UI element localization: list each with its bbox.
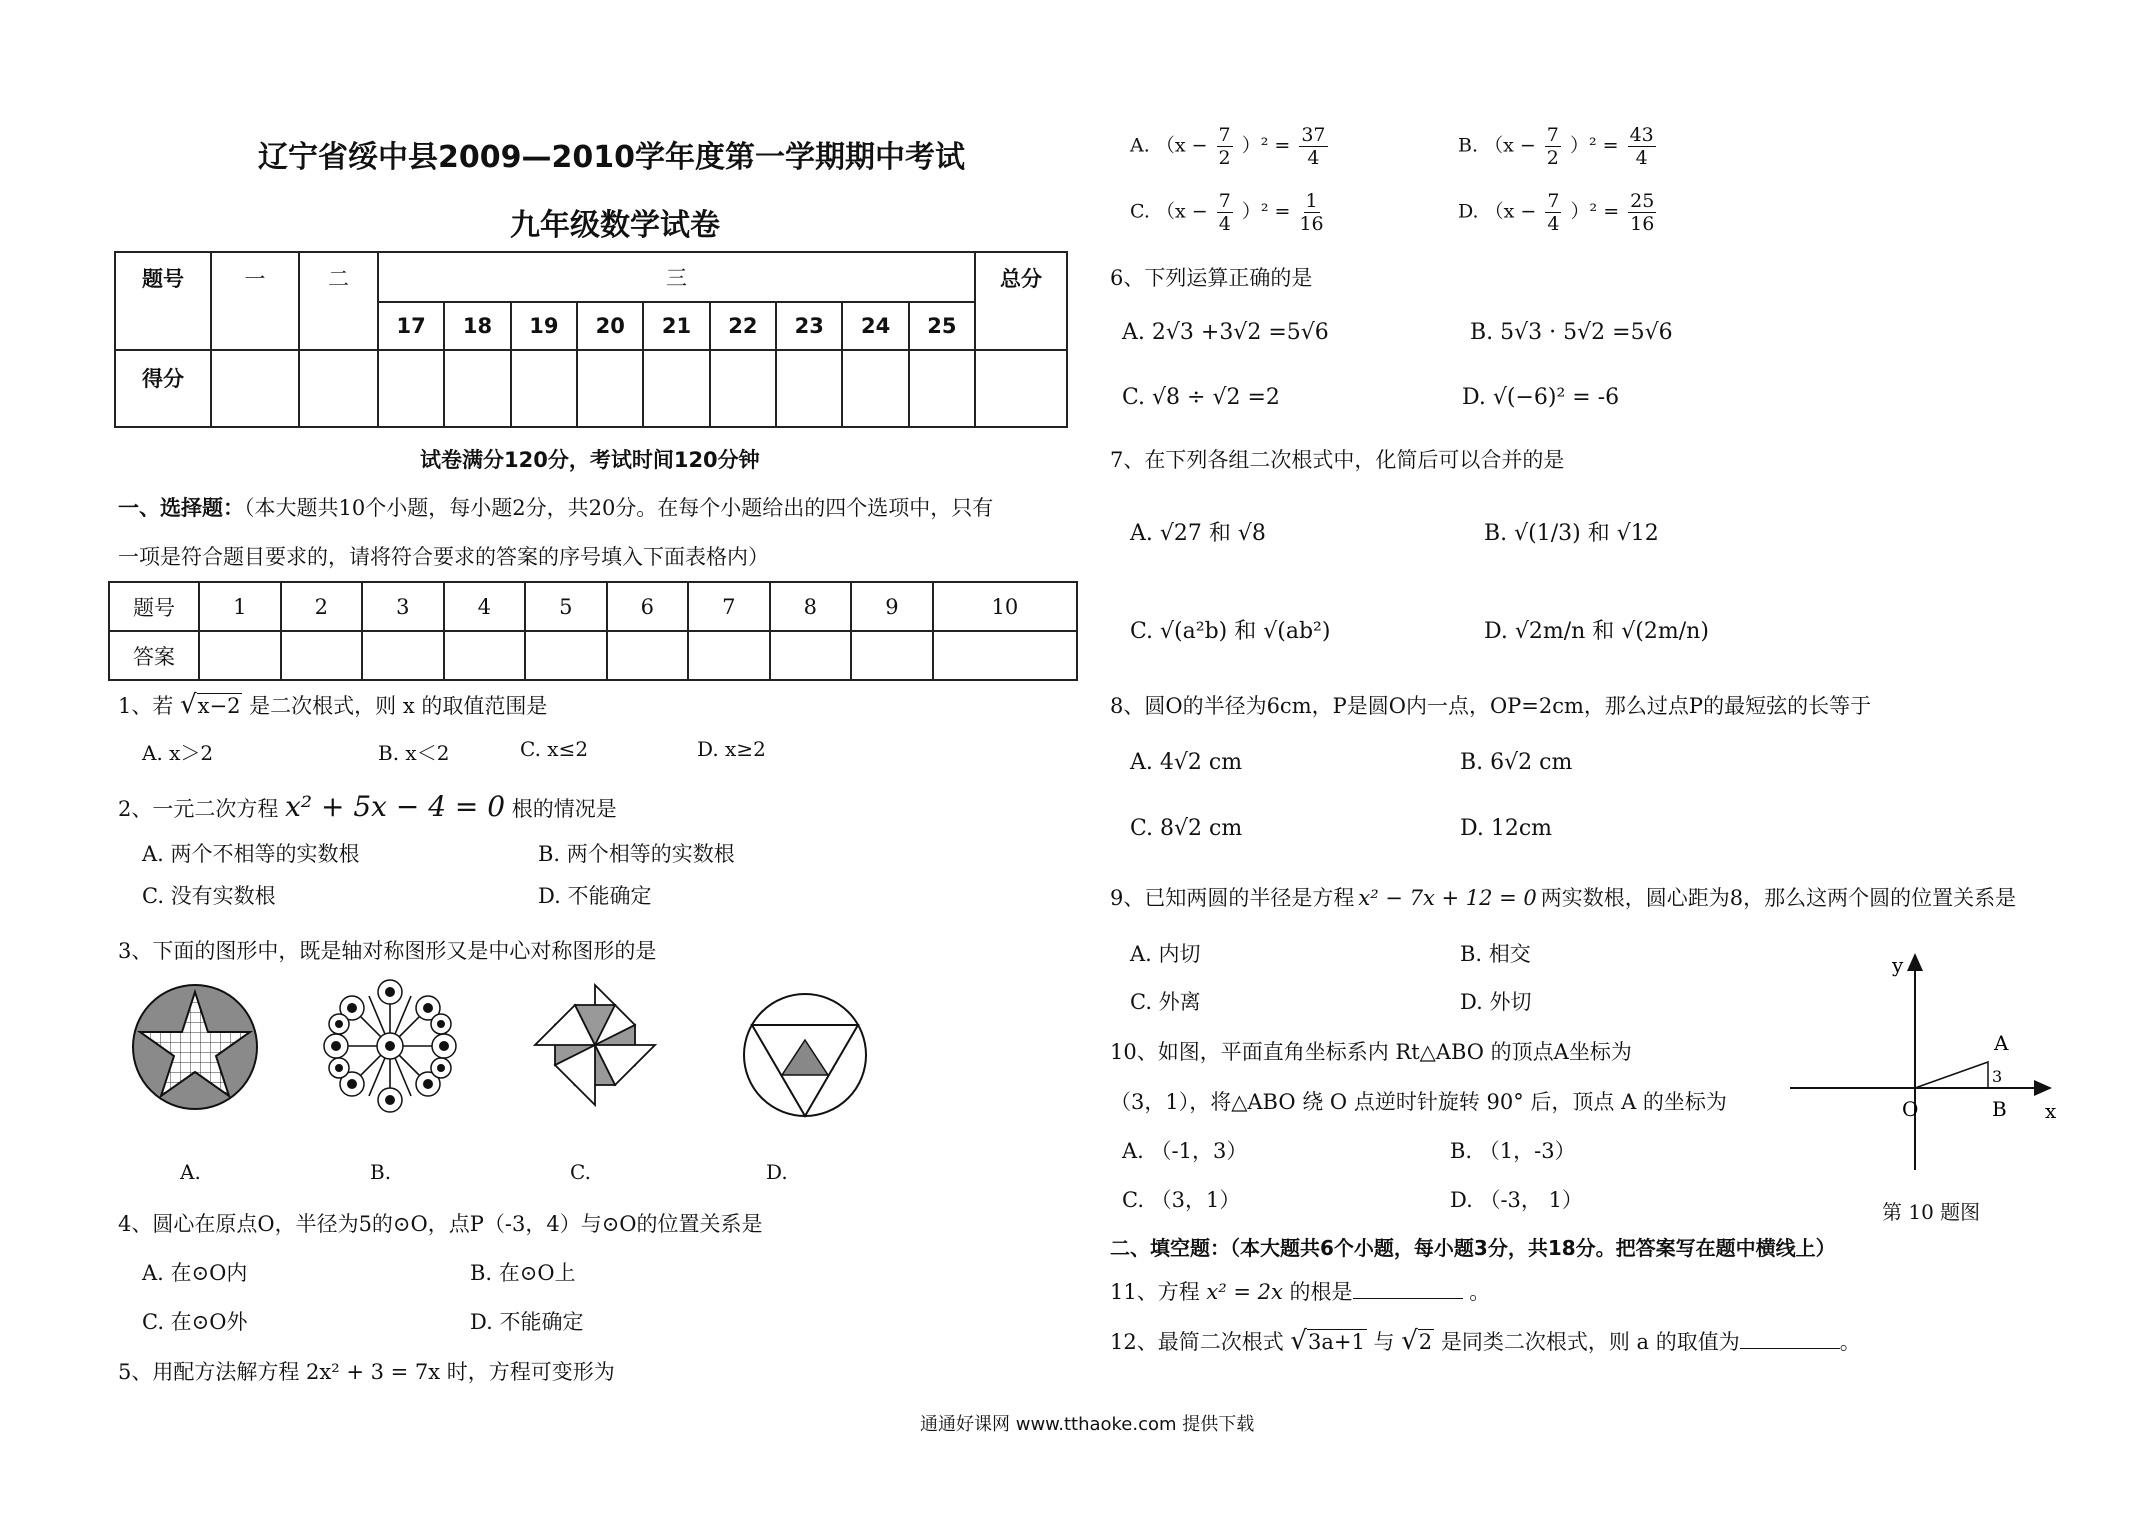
q5-c-frac2: [1299, 190, 1323, 235]
score-cell[interactable]: [511, 350, 577, 427]
q10-option-c: C. （3，1）: [1122, 1188, 1241, 1212]
answer-number: 2: [281, 582, 363, 631]
q1-suffix: 是二次根式，则 x 的取值范围是: [249, 694, 548, 718]
side-length-label: 3: [1992, 1067, 2003, 1086]
q1-option-a: A. x＞2: [142, 741, 214, 765]
q5-c-letter: C.: [1130, 200, 1150, 223]
q5-d-letter: D.: [1458, 200, 1479, 223]
q2-option-d: D. 不能确定: [538, 884, 652, 908]
q4-option-c: C. 在⊙O外: [142, 1310, 248, 1334]
score-cell[interactable]: [211, 350, 299, 427]
score-sub-25: 25: [909, 302, 975, 350]
answer-cell[interactable]: [525, 631, 607, 680]
triangle-abo: [1915, 1062, 1988, 1088]
q7-option-d: D. √2m/n 和 √(2m/n): [1484, 619, 1709, 644]
score-sub-21: 21: [643, 302, 709, 350]
q2-option-a: A. 两个不相等的实数根: [142, 842, 360, 866]
q9-suffix: 两实数根，圆心距为8，那么这两个圆的位置关系是: [1540, 886, 2017, 910]
q5-d-prefix: （x −: [1484, 200, 1537, 223]
score-sub-18: 18: [444, 302, 510, 350]
q5-a-suffix: ）² =: [1241, 134, 1291, 157]
exam-info: 试卷满分120分，考试时间120分钟: [420, 448, 760, 472]
answer-table: [108, 581, 1078, 681]
figure-c-pinwheel-icon: [520, 980, 670, 1110]
q5-a-den1: 2: [1218, 147, 1231, 169]
score-table: [114, 251, 1068, 428]
q8-option-d: D. 12cm: [1460, 816, 1553, 841]
q5-a-num1: 7: [1218, 124, 1231, 146]
section2-heading: 二、填空题：（本大题共6个小题，每小题3分，共18分。把答案写在题中横线上）: [1110, 1236, 1836, 1260]
q5-b-prefix: （x −: [1484, 134, 1536, 157]
q12-end: 。: [1839, 1330, 1861, 1354]
answer-cell[interactable]: [933, 631, 1077, 680]
q5-b-num1: 7: [1546, 124, 1559, 146]
q9-option-d: D. 外切: [1460, 990, 1532, 1014]
q6-option-b: B. 5√3 · 5√2 =5√6: [1470, 320, 1673, 345]
q5-a-den2: 4: [1307, 147, 1320, 169]
score-cell[interactable]: [842, 350, 908, 427]
question-10-line2: （3，1），将△ABO 绕 O 点逆时针旋转 90° 后，顶点 A 的坐标为: [1110, 1090, 1727, 1114]
score-sub-20: 20: [577, 302, 643, 350]
answer-number: 9: [851, 582, 933, 631]
question-1: [118, 690, 547, 720]
question-6: 6、下列运算正确的是: [1110, 266, 1313, 290]
q2-equation: x² + 5x − 4 = 0: [285, 790, 506, 823]
q11-equation: x² = 2x: [1206, 1280, 1283, 1304]
q5-b-den2: 4: [1635, 147, 1648, 169]
section1-intro-line1: [118, 492, 993, 522]
q10-figure-caption: 第 10 题图: [1882, 1200, 1981, 1224]
q2-option-c: C. 没有实数根: [142, 884, 276, 908]
q10-option-d: D. （-3， 1）: [1450, 1188, 1583, 1212]
answer-cell[interactable]: [607, 631, 689, 680]
q5-d-den1: 4: [1547, 213, 1560, 235]
q1-prefix: 1、若: [118, 694, 174, 718]
q5-a-num2: 37: [1301, 124, 1326, 146]
q5-c-suffix: ）² =: [1241, 200, 1291, 223]
question-11: [1110, 1276, 1490, 1306]
score-sub-22: 22: [710, 302, 776, 350]
figure-d-label: D.: [766, 1160, 788, 1184]
q5-b-frac1: [1545, 124, 1561, 169]
answer-cell[interactable]: [688, 631, 770, 680]
score-cell[interactable]: [444, 350, 510, 427]
answer-number: 5: [525, 582, 607, 631]
score-cell[interactable]: [577, 350, 643, 427]
section1-intro-line2: 一项是符合题目要求的，请将符合要求的答案的序号填入下面表格内）: [118, 545, 769, 569]
score-cell[interactable]: [378, 350, 444, 427]
q5-b-num2: 43: [1629, 124, 1654, 146]
q7-option-a: A. √27 和 √8: [1130, 521, 1266, 546]
q9-prefix: 9、已知两圆的半径是方程: [1110, 886, 1355, 910]
q5-b-letter: B.: [1458, 134, 1479, 157]
origin-label: O: [1902, 1097, 1919, 1121]
q8-option-b: B. 6√2 cm: [1460, 750, 1573, 775]
answer-number: 10: [933, 582, 1077, 631]
q8-option-a: A. 4√2 cm: [1130, 750, 1243, 775]
q9-option-c: C. 外离: [1130, 990, 1201, 1014]
q5-b-den1: 2: [1546, 147, 1559, 169]
point-b-label: B: [1992, 1097, 2007, 1121]
q6-option-a: A. 2√3 +3√2 =5√6: [1122, 320, 1329, 345]
q10-coordinate-figure: [1780, 950, 2060, 1180]
q5-option-a: [1130, 124, 1331, 169]
q5-a-frac1: [1217, 124, 1233, 169]
question-2: [118, 790, 617, 823]
q5-option-d: [1458, 190, 1659, 235]
q11-answer-blank[interactable]: [1353, 1298, 1463, 1299]
figure-d-triangle-circle-icon: [740, 990, 870, 1120]
q9-option-a: A. 内切: [1130, 942, 1201, 966]
q5-a-letter: A.: [1130, 134, 1150, 157]
question-8: 8、圆O的半径为6cm，P是圆O内一点，OP=2cm，那么过点P的最短弦的长等于: [1110, 694, 1872, 718]
section1-intro-text: （本大题共10个小题，每小题2分，共20分。在每个小题给出的四个选项中，只有: [244, 496, 994, 520]
answer-number: 1: [199, 582, 281, 631]
q1-option-c: C. x≤2: [520, 737, 589, 761]
q11-prefix: 11、方程: [1110, 1280, 1200, 1304]
q8-option-c: C. 8√2 cm: [1130, 816, 1243, 841]
figure-b-label: B.: [370, 1160, 392, 1184]
score-row-label: 得分: [115, 350, 211, 427]
question-3: 3、下面的图形中，既是轴对称图形又是中心对称图形的是: [118, 939, 657, 963]
answer-number: 8: [770, 582, 852, 631]
q5-d-den2: 16: [1630, 213, 1655, 235]
q12-suffix: 是同类二次根式，则 a 的取值为: [1440, 1330, 1740, 1354]
q5-c-den2: 16: [1299, 213, 1324, 235]
q6-option-d: D. √(−6)² = -6: [1462, 385, 1620, 410]
q2-prefix: 2、一元二次方程: [118, 797, 279, 821]
score-cell[interactable]: [710, 350, 776, 427]
q5-option-b: [1458, 124, 1659, 169]
q2-suffix: 根的情况是: [511, 797, 617, 821]
q10-option-a: A. （-1，3）: [1122, 1139, 1248, 1163]
answer-cell[interactable]: [851, 631, 933, 680]
q12-answer-blank[interactable]: [1740, 1348, 1840, 1349]
q10-option-b: B. （1，-3）: [1450, 1139, 1576, 1163]
q12-prefix: 12、最简二次根式: [1110, 1330, 1284, 1354]
answer-cell[interactable]: [281, 631, 363, 680]
score-header-section2: 二: [299, 252, 378, 350]
q7-option-c: C. √(a²b) 和 √(ab²): [1130, 619, 1331, 644]
exam-subtitle: 九年级数学试卷: [510, 208, 720, 243]
q9-option-b: B. 相交: [1460, 942, 1531, 966]
q11-end: 。: [1469, 1280, 1491, 1304]
q5-b-suffix: ）² =: [1569, 134, 1619, 157]
q11-suffix: 的根是: [1289, 1280, 1353, 1304]
figure-a-star-icon: [130, 982, 260, 1112]
question-4: 4、圆心在原点O，半径为5的⊙O，点P（-3，4）与⊙O的位置关系是: [118, 1212, 763, 1236]
q5-c-num1: 7: [1218, 190, 1231, 212]
score-sub-17: 17: [378, 302, 444, 350]
q9-equation: x² − 7x + 12 = 0: [1358, 886, 1537, 910]
q6-option-c: C. √8 ÷ √2 =2: [1122, 385, 1280, 410]
q5-b-frac2: [1628, 124, 1656, 169]
q5-c-frac1: [1217, 190, 1233, 235]
answer-row-label: 答案: [109, 631, 199, 680]
question-7: 7、在下列各组二次根式中，化简后可以合并的是: [1110, 448, 1565, 472]
q12-sqrt2: √2: [1401, 1326, 1433, 1356]
score-header-total: 总分: [975, 252, 1067, 350]
axis-x-label: x: [2045, 1099, 2057, 1123]
score-cell[interactable]: [776, 350, 842, 427]
point-a-label: A: [1994, 1031, 2009, 1055]
score-sub-23: 23: [776, 302, 842, 350]
q2-option-b: B. 两个相等的实数根: [538, 842, 735, 866]
answer-cell[interactable]: [770, 631, 852, 680]
q12-radicand2: 2: [1418, 1330, 1433, 1354]
q1-option-d: D. x≥2: [697, 737, 766, 761]
q12-radicand1: 3a+1: [1308, 1330, 1365, 1354]
score-sub-19: 19: [511, 302, 577, 350]
q5-c-prefix: （x −: [1155, 200, 1208, 223]
q4-option-d: D. 不能确定: [470, 1310, 584, 1334]
q1-sqrt: √x−2: [180, 690, 241, 720]
axis-y-label: y: [1892, 953, 1904, 977]
q4-option-b: B. 在⊙O上: [470, 1261, 576, 1285]
q4-option-a: A. 在⊙O内: [142, 1261, 248, 1285]
q5-d-num2: 25: [1630, 190, 1655, 212]
score-cell[interactable]: [975, 350, 1067, 427]
answer-number: 7: [688, 582, 770, 631]
figure-a-label: A.: [180, 1160, 201, 1184]
q7-option-b: B. √(1/3) 和 √12: [1484, 521, 1659, 546]
figure-b-flower-icon: [322, 978, 458, 1114]
answer-number: 4: [444, 582, 526, 631]
score-cell[interactable]: [643, 350, 709, 427]
q5-a-frac2: [1299, 124, 1327, 169]
exam-title: 辽宁省绥中县2009—2010学年度第一学期期中考试: [258, 140, 965, 175]
answer-number: 3: [362, 582, 444, 631]
answer-cell[interactable]: [199, 631, 281, 680]
score-cell[interactable]: [299, 350, 378, 427]
q5-c-den1: 4: [1218, 213, 1231, 235]
answer-cell[interactable]: [444, 631, 526, 680]
q5-d-suffix: ）² =: [1570, 200, 1620, 223]
q5-d-frac1: [1545, 190, 1561, 235]
question-9: [1110, 882, 2016, 912]
score-header-section3: 三: [378, 252, 975, 302]
answer-header-label: 题号: [109, 582, 199, 631]
question-12: [1110, 1326, 1861, 1356]
score-header-number: 题号: [115, 252, 211, 350]
q12-mid: 与: [1373, 1330, 1395, 1354]
answer-number: 6: [607, 582, 689, 631]
figure-c-label: C.: [570, 1160, 591, 1184]
q5-c-num2: 1: [1305, 190, 1318, 212]
section1-heading: 一、选择题：: [118, 496, 244, 520]
q12-sqrt1: √3a+1: [1290, 1326, 1365, 1356]
q5-d-frac2: [1628, 190, 1656, 235]
answer-cell[interactable]: [362, 631, 444, 680]
score-cell[interactable]: [909, 350, 975, 427]
question-10-line1: 10、如图，平面直角坐标系内 Rt△ABO 的顶点A坐标为: [1110, 1040, 1632, 1064]
question-5: 5、用配方法解方程 2x² + 3 = 7x 时，方程可变形为: [118, 1360, 615, 1384]
q1-option-b: B. x＜2: [378, 741, 450, 765]
score-sub-24: 24: [842, 302, 908, 350]
q5-option-c: [1130, 190, 1327, 235]
q1-radicand: x−2: [197, 694, 241, 718]
footer-source: 通通好课网 www.tthaoke.com 提供下载: [920, 1414, 1255, 1435]
q5-d-num1: 7: [1547, 190, 1560, 212]
score-header-section1: 一: [211, 252, 299, 350]
q5-a-prefix: （x −: [1155, 134, 1208, 157]
